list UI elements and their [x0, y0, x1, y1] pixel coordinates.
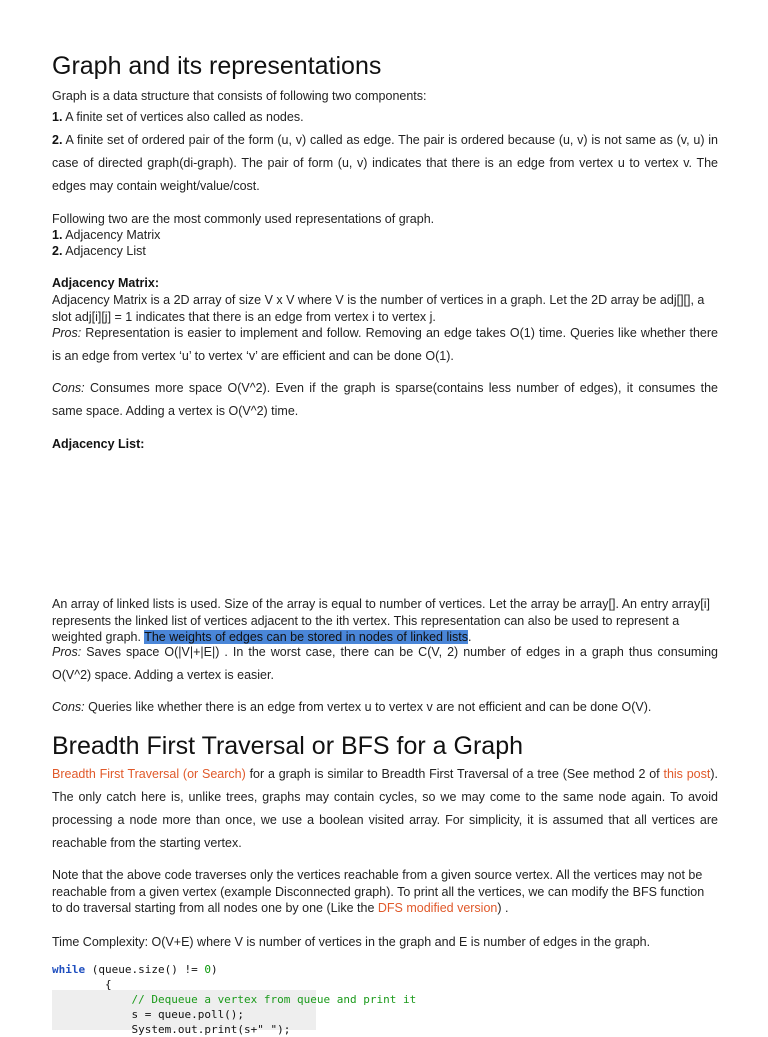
bfs-text-1: for a graph is similar to Breadth First Traversal of a tree (See method 2 of — [245, 767, 664, 781]
code-keyword: while — [52, 963, 86, 976]
code-line-2: { — [52, 978, 112, 991]
code-comment: // Dequeue a vertex from queue and print it — [52, 993, 417, 1006]
adjacency-matrix-pros — [52, 322, 718, 368]
item-number: 2. — [52, 244, 63, 258]
pros-text: Representation is easier to implement and follow. Removing an edge takes O(1) time. Queries like whether there is an edge from vertex ‘u’ to vertex ‘v’ are efficient and can be done O(1). — [52, 326, 718, 363]
highlighted-text: The weights of edges can be stored in nodes of linked lists — [144, 630, 469, 644]
adjacency-matrix-heading: Adjacency Matrix: — [52, 276, 159, 290]
cons-label: Cons: — [52, 381, 85, 395]
this-post-link[interactable]: this post — [663, 767, 711, 781]
code-number: 0 — [204, 963, 211, 976]
note-end: ) . — [497, 901, 509, 915]
adjacency-matrix-description: Adjacency Matrix is a 2D array of size V x V where V is the number of vertices in a graph. Let the 2D array be adj[][], a slot adj[i][j] = 1 indicates that there is an edge from vertex i to vertex j. — [52, 293, 705, 324]
pros-label: Pros: — [52, 326, 82, 340]
note-text: Note that the above code traverses only the vertices reachable from a given source vertex. All the vertices may not be reachable from a given vertex (example Disconnected graph). To print all the vertices, we can modify the BFS function to do traversal starting from all nodes one by one (Like the — [52, 868, 705, 915]
cons-text: Queries like whether there is an edge from vertex u to vertex v are not efficient and can be done O(V). — [84, 700, 652, 714]
item-number: 2. — [52, 133, 63, 147]
code-line-5: System.out.print(s+" "); — [52, 1023, 291, 1036]
code-line-1 — [52, 962, 316, 977]
code-line-4: s = queue.poll(); — [52, 1008, 245, 1021]
representations-intro: Following two are the most commonly used representations of graph. — [52, 212, 435, 226]
cons-label: Cons: — [52, 700, 85, 714]
item-text: A finite set of vertices also called as nodes. — [62, 110, 304, 124]
code-block — [52, 962, 417, 1036]
component-item-2 — [52, 129, 718, 198]
cons-text: Consumes more space O(V^2). Even if the graph is sparse(contains less number of edges), it consumes the same space. Adding a vertex is O(V^2) time. — [52, 381, 718, 418]
pros-text: Saves space O(|V|+|E|) . In the worst case, there can be C(V, 2) number of edges in a graph thus consuming O(V^2) space. Adding a vertex is easier. — [52, 645, 718, 682]
component-item-1 — [52, 106, 718, 129]
adjacency-list-heading: Adjacency List: — [52, 437, 145, 451]
page-title: Graph and its representations — [52, 52, 382, 80]
code-text: ) — [210, 963, 218, 976]
intro-text: Graph is a data structure that consists of following two components: — [52, 89, 427, 103]
representation-item-1 — [52, 227, 718, 244]
pros-label: Pros: — [52, 645, 82, 659]
bfs-text-2: ). The only catch here is, unlike trees, graphs may contain cycles, so we may come to the same node again. To avoid processing a node more than once, we use a boolean visited array. For simplicity, it is assumed that all vertices are reachable from the starting vertex. — [52, 767, 718, 850]
list-desc-text: An array of linked lists is used. Size of the array is equal to number of vertices. Let the array be array[]. An entry array[i] represents the linked list of vertices adjacent to the ith vertex. This representation can also be used to represent a weighted graph. — [52, 597, 710, 644]
bfs-note — [52, 867, 718, 917]
adjacency-matrix-cons — [52, 377, 718, 423]
list-desc-end: . — [468, 630, 472, 644]
item-text: A finite set of ordered pair of the form (u, v) called as edge. The pair is ordered because (u, v) is not same as (v, u) in case of directed graph(di-graph). The pair of form (u, v) indicates that there is an edge from vertex u to vertex v. The edges may contain weight/value/cost. — [52, 133, 718, 193]
item-number: 1. — [52, 228, 63, 242]
adjacency-list-cons — [52, 696, 718, 719]
dfs-modified-link[interactable]: DFS modified version — [377, 901, 498, 915]
adjacency-list-pros — [52, 641, 718, 687]
item-text: Adjacency Matrix — [62, 228, 161, 242]
item-text: Adjacency List — [62, 244, 146, 258]
item-number: 1. — [52, 110, 63, 124]
bfs-link[interactable]: Breadth First Traversal (or Search) — [52, 767, 246, 781]
bfs-heading: Breadth First Traversal or BFS for a Graph — [52, 732, 523, 760]
bfs-intro — [52, 763, 718, 855]
code-text: (queue.size() != — [85, 963, 205, 976]
adjacency-list-description — [52, 596, 718, 646]
time-complexity: Time Complexity: O(V+E) where V is number of vertices in the graph and E is number of edges in the graph. — [52, 935, 651, 949]
representation-item-2 — [52, 243, 718, 260]
